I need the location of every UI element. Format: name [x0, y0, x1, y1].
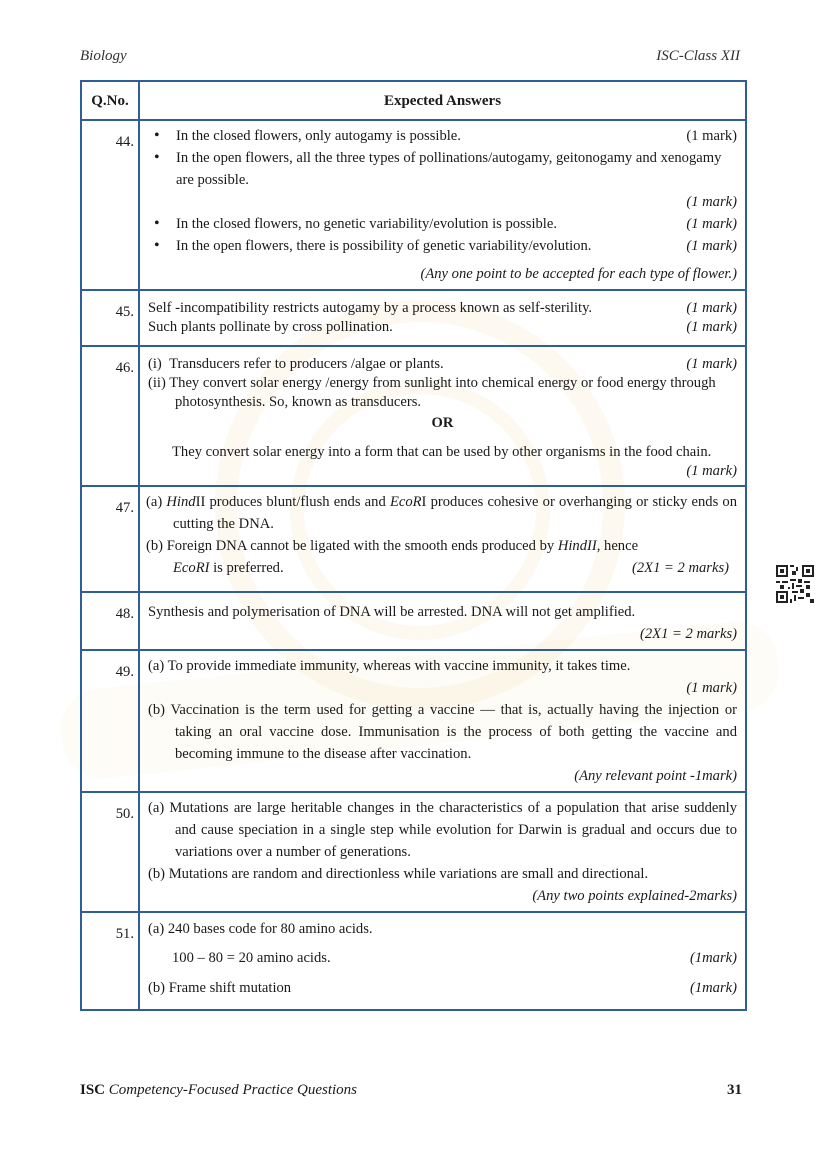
mark-label: (2X1 = 2 marks): [632, 560, 729, 576]
table-header-row: [81, 81, 746, 120]
answer-cell: (a) Mutations are large heritable changes in the characteristics of a population that arise suddenly and cause speciation in a single step while evolution for Darwin is gradual and occurs due to variations over a number of generations. (b) Mutations are random and directionless while variations are small and directional. (Any two points explained-2marks): [139, 792, 746, 912]
answer-cell: [139, 120, 746, 290]
list-item: • In the closed flowers, no genetic variability/evolution is possible. (1 mark): [148, 213, 737, 235]
mark-label: (1mark): [689, 950, 737, 966]
table-row: [81, 120, 746, 290]
footer-brand: ISC: [80, 1082, 106, 1098]
question-number: 50.: [81, 792, 139, 912]
marking-note: (Any two points explained-2marks): [532, 888, 737, 904]
marking-note: (Any relevant point -1mark): [574, 768, 737, 784]
or-separator: OR: [431, 415, 454, 431]
mark-label: (1 mark): [686, 319, 737, 335]
question-number: 49.: [81, 650, 139, 792]
list-item: • In the open flowers, there is possibility of genetic variability/evolution. (1 mark): [148, 235, 737, 257]
list-item: • In the open flowers, all the three types of pollinations/autogamy, geitonogamy and xenogamy are possible. (1 mark): [148, 147, 737, 213]
bullet-list: [148, 125, 737, 257]
class-label: ISC-Class XII: [656, 48, 740, 64]
table-row: [81, 346, 746, 486]
mark-label: (1 mark): [686, 216, 737, 232]
mark-label: (1 mark): [686, 128, 737, 144]
mark-label: (2X1 = 2 marks): [640, 626, 737, 642]
table-row: [81, 792, 746, 912]
question-number: 45.: [81, 290, 139, 346]
question-number: 44.: [81, 120, 139, 290]
footer-title: ISC Competency-Focused Practice Questions: [80, 1082, 358, 1098]
answer-cell: (i) Transducers refer to producers /algae or plants. (1 mark) (ii) They convert solar energy /energy from sunlight into chemical energy or food energy through photosynthesis. So, known as transducers. OR They convert solar energy into a form that can be used by other organisms in the food chain. (1 mark): [139, 346, 746, 486]
mark-label: (1 mark): [686, 463, 737, 479]
subject-label: Biology: [80, 48, 127, 64]
table-row: [81, 650, 746, 792]
mark-label: (1 mark): [686, 680, 737, 696]
table-row: [81, 486, 746, 592]
question-number: 51.: [81, 912, 139, 1010]
answer-cell: (a) HindII produces blunt/flush ends and EcoRI produces cohesive or overhanging or sticky ends on cutting the DNA. (b) Foreign DNA cannot be ligated with the smooth ends produced by HindII, hence EcoRI is preferred. (2X1 = 2 marks): [139, 486, 746, 592]
table-row: [81, 912, 746, 1010]
answer-cell: Synthesis and polymerisation of DNA will be arrested. DNA will not get amplified. (2X1 = 2 marks): [139, 592, 746, 650]
mark-label: (1mark): [689, 980, 737, 996]
question-number: 47.: [81, 486, 139, 592]
page-number: 31: [727, 1082, 742, 1098]
mark-label: (1 mark): [686, 356, 737, 372]
page-footer: [80, 1082, 742, 1099]
question-number: 48.: [81, 592, 139, 650]
table-row: [81, 592, 746, 650]
answer-cell: (a) 240 bases code for 80 amino acids. 100 – 80 = 20 amino acids. (1mark) (b) Frame shift mutation (1mark): [139, 912, 746, 1010]
mark-label: (1 mark): [686, 300, 737, 316]
table-row: [81, 290, 746, 346]
column-header-qno: Q.No.: [81, 81, 139, 120]
mark-label: (1 mark): [686, 194, 737, 210]
answers-table: [80, 80, 747, 1011]
answer-cell: Self -incompatibility restricts autogamy by a process known as self-sterility. (1 mark) Such plants pollinate by cross pollination. (1 mark): [139, 290, 746, 346]
answer-cell: (a) To provide immediate immunity, whereas with vaccine immunity, it takes time. (1 mark) (b) Vaccination is the term used for getting a vaccine — that is, actually having the injection or taking an oral vaccine dose. Immunisation is the process of both getting the vaccine and becoming immune to the disease after vaccination. (Any relevant point -1mark): [139, 650, 746, 792]
column-header-answers: Expected Answers: [139, 81, 746, 120]
list-item: • In the closed flowers, only autogamy is possible. (1 mark): [148, 125, 737, 147]
qr-code-icon[interactable]: [776, 565, 814, 603]
page-header: [80, 48, 740, 65]
mark-label: (1 mark): [686, 238, 737, 254]
marking-note: (Any one point to be accepted for each type of flower.): [420, 266, 737, 282]
question-number: 46.: [81, 346, 139, 486]
